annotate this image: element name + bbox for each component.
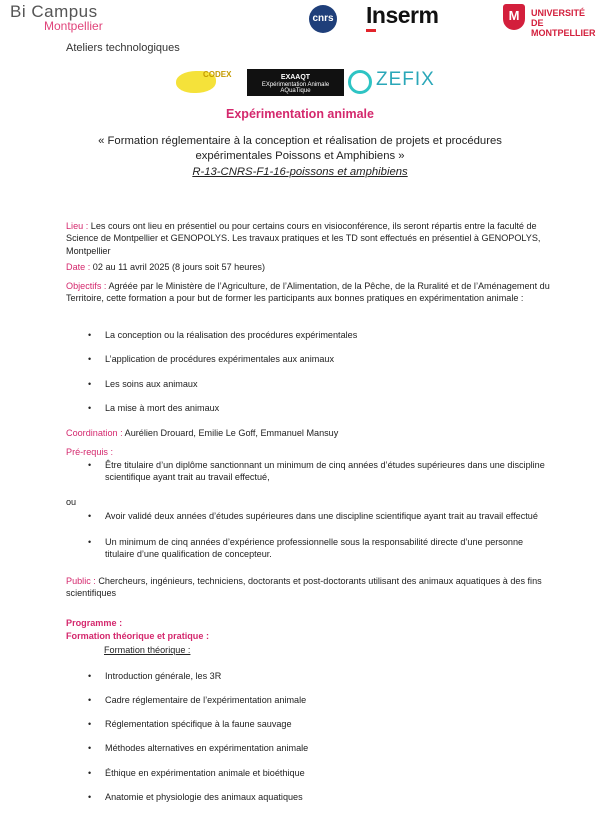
exaaqt-logo-title: EXAAQT — [280, 74, 311, 81]
um-shield-icon: M — [503, 4, 525, 30]
prerequis-label: Pré-requis : — [66, 447, 114, 457]
list-item: • Un minimum de cinq années d’expérience professionnelle sous la responsabilité directe d’une personne titulaire d’une qualification de concepteur. — [88, 536, 548, 561]
objectifs-label: Objectifs : — [66, 281, 109, 291]
list-item: • La mise à mort des animaux — [88, 402, 548, 414]
list-item: • Les soins aux animaux — [88, 378, 548, 390]
list-item: • Anatomie et physiologie des animaux aquatiques — [88, 791, 548, 803]
formation-theorique-label: Formation théorique : — [104, 645, 191, 655]
list-item: • Introduction générale, les 3R — [88, 670, 548, 682]
zefix-logo-text: ZEFIX — [376, 69, 435, 90]
public-text: Chercheurs, ingénieurs, techniciens, doctorants et post-doctorants utilisant des animaux aquatiques à des fins scientifiques — [66, 576, 542, 599]
biocampus-logo-text: Bi Campus — [10, 2, 98, 21]
list-item: • Avoir validé deux années d’études supérieures dans une discipline scientifique ayant trait au travail effectué — [88, 510, 548, 522]
exaaqt-logo-subtitle: EXpérimentation Animale AQuaTique — [261, 82, 330, 94]
um-logo-line2: MONTPELLIER — [531, 28, 596, 38]
list-item: • Éthique en expérimentation animale et bioéthique — [88, 767, 548, 779]
date-label: Date : — [66, 262, 93, 272]
codex-logo-text: CODEX — [203, 70, 232, 79]
um-logo-line1: UNIVERSITÉ DE — [531, 8, 586, 28]
coordination-paragraph — [66, 427, 556, 439]
lieu-label: Lieu : — [66, 221, 91, 231]
programme-label: Programme : — [66, 618, 123, 628]
exaaqt-logo — [247, 69, 344, 96]
lieu-text: Les cours ont lieu en présentiel ou pour certains cours en visioconférence, ils seront répartis entre la faculté de Science de Montpellier et GENOPOLYS. Les travaux pratiques et les TD sont effectués en présentiel à GENOPOLYS, Montpellier — [66, 221, 541, 256]
formation-label: Formation théorique et pratique : — [66, 631, 209, 641]
lieu-paragraph — [66, 220, 556, 257]
list-item: • L’application de procédures expérimentales aux animaux — [88, 353, 548, 365]
cnrs-logo: cnrs — [309, 5, 337, 33]
document-subtitle: « Formation réglementaire à la conception et réalisation de projets et procédures expérimentales Poissons et Amphibiens » — [98, 135, 502, 162]
universite-montpellier-logo — [503, 4, 596, 38]
coordination-text: Aurélien Drouard, Emilie Le Goff, Emmanuel Mansuy — [124, 428, 339, 438]
biocampus-logo — [10, 3, 120, 33]
list-item: • La conception ou la réalisation des procédures expérimentales — [88, 329, 548, 341]
inserm-logo-accent — [366, 29, 376, 32]
biocampus-logo-subtext: Montpellier — [44, 19, 103, 33]
list-item: • Réglementation spécifique à la faune sauvage — [88, 718, 548, 730]
coordination-label: Coordination : — [66, 428, 125, 438]
date-paragraph — [66, 261, 556, 273]
list-item: • Être titulaire d’un diplôme sanctionnant un minimum de cinq années d’études supérieures dans une discipline scientifique ayant trait au travail effectué, — [88, 459, 548, 484]
prerequis-or: ou — [66, 497, 77, 507]
codex-logo — [176, 69, 242, 93]
objectifs-paragraph — [66, 280, 556, 305]
zefix-ring-icon — [348, 70, 372, 94]
ateliers-heading: Ateliers technologiques — [66, 42, 180, 54]
objectifs-text: Agréée par le Ministère de l’Agriculture, de l’Alimentation, de la Pêche, de la Ruralité et de l’Aménagement du Territoire, cette formation a pour but de former les participants aux bonnes pratiques en expérimentation animale : — [66, 281, 550, 304]
document-reference: R-13-CNRS-F1-16-poissons et amphibiens — [192, 166, 408, 178]
public-paragraph — [66, 575, 556, 600]
inserm-logo: Inserm — [366, 2, 439, 28]
public-label: Public : — [66, 576, 99, 586]
document-title: Expérimentation animale — [226, 107, 374, 121]
list-item: • Cadre réglementaire de l’expérimentation animale — [88, 694, 548, 706]
list-item: • Méthodes alternatives en expérimentation animale — [88, 742, 548, 754]
um-logo-text — [531, 8, 596, 38]
date-text: 02 au 11 avril 2025 (8 jours soit 57 heures) — [92, 262, 266, 272]
zefix-logo — [348, 69, 448, 96]
